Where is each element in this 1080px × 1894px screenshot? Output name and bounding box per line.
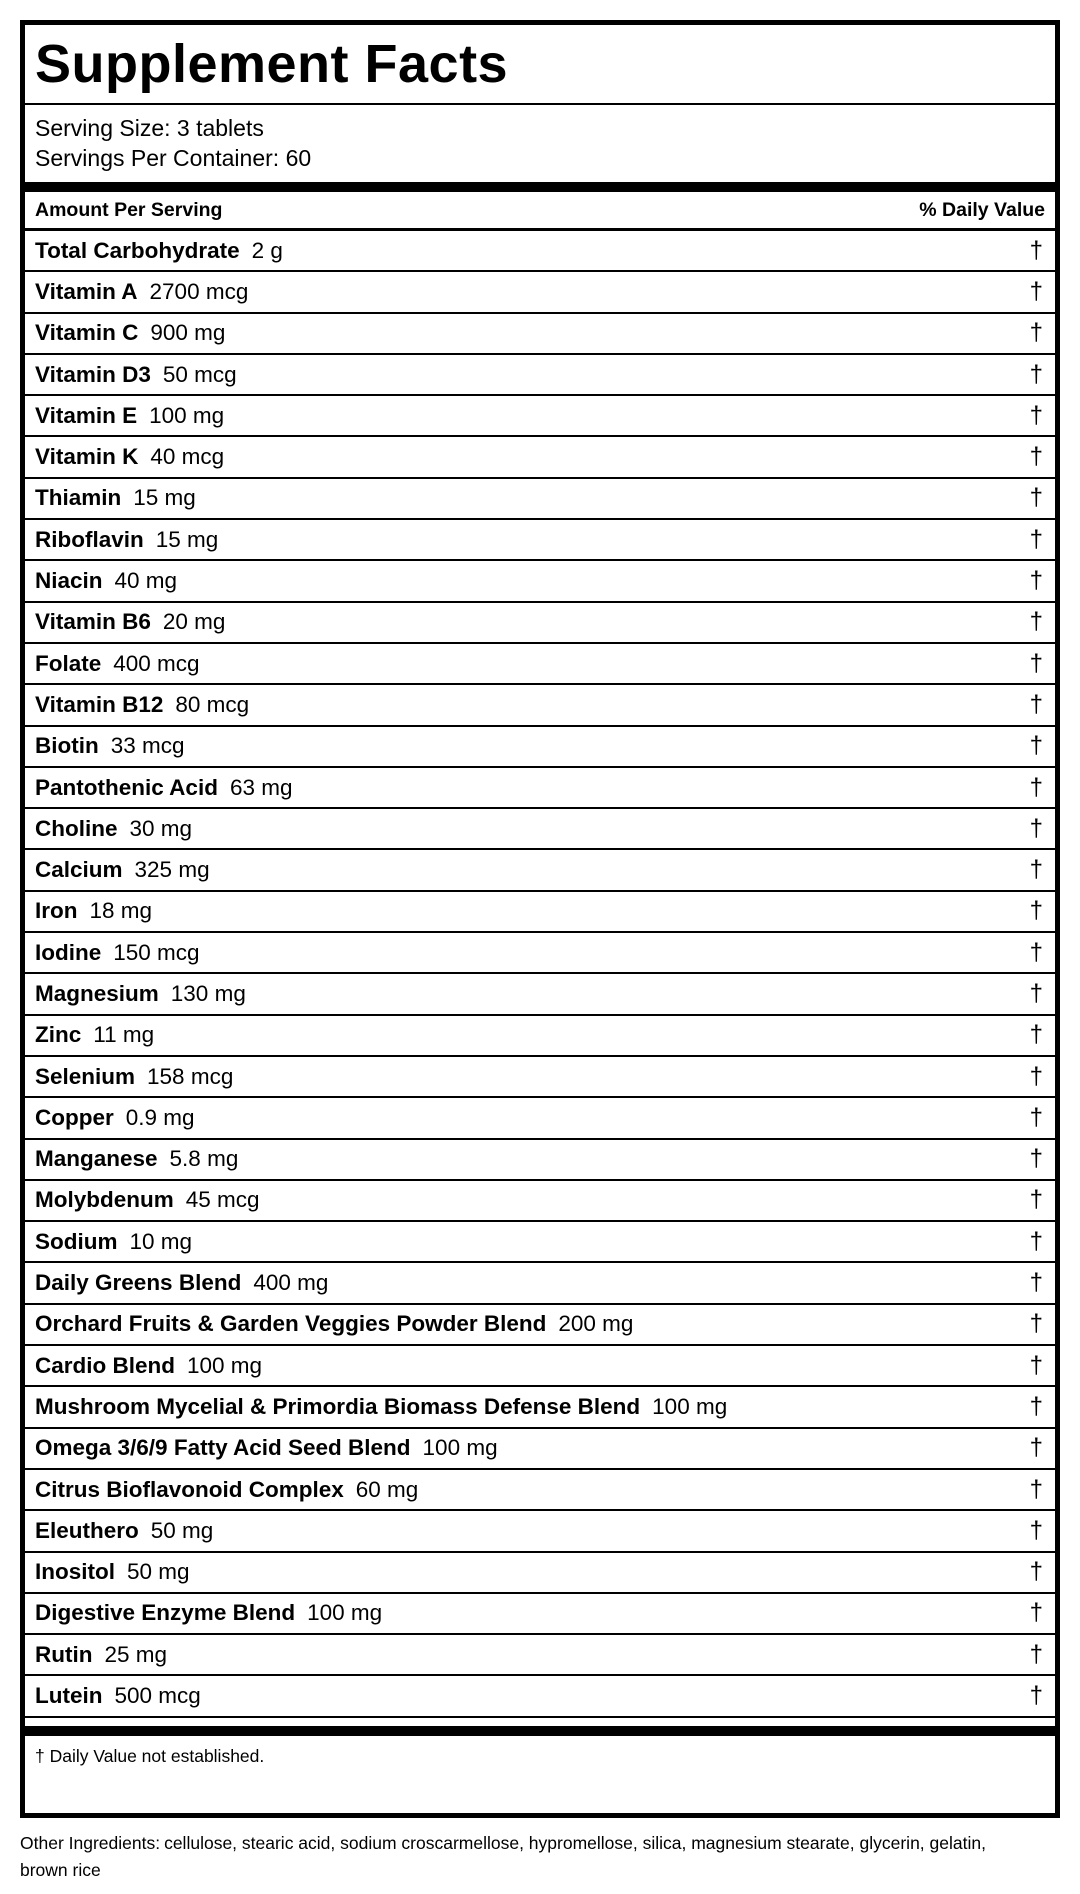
daily-value-dagger: †: [1029, 401, 1043, 429]
nutrient-amount: 400 mcg: [113, 650, 200, 676]
nutrient-info: [35, 1022, 154, 1048]
nutrient-name: Molybdenum: [35, 1187, 174, 1213]
daily-value-dagger: †: [1029, 938, 1043, 966]
nutrient-info: [35, 1394, 727, 1420]
nutrient-info: [35, 1311, 633, 1337]
nutrient-amount: 50 mcg: [162, 361, 237, 387]
nutrient-amount: 25 mg: [104, 1641, 168, 1667]
nutrient-row: [25, 1676, 1055, 1717]
nutrient-info: [35, 238, 283, 264]
nutrient-row: [25, 1635, 1055, 1676]
nutrient-info: [35, 403, 224, 429]
nutrient-list: [25, 231, 1055, 1718]
nutrient-amount: 45 mcg: [185, 1187, 260, 1213]
nutrient-name: Selenium: [35, 1063, 136, 1089]
nutrient-name: Digestive Enzyme Blend: [35, 1600, 296, 1626]
nutrient-info: [35, 816, 192, 842]
daily-value-dagger: †: [1029, 1558, 1043, 1586]
daily-value-dagger: †: [1029, 277, 1043, 305]
nutrient-name: Copper: [35, 1104, 114, 1130]
daily-value-dagger: †: [1029, 525, 1043, 553]
nutrient-amount: 100 mg: [149, 402, 225, 428]
nutrient-row: [25, 850, 1055, 891]
nutrient-amount: 158 mcg: [147, 1063, 234, 1089]
nutrient-info: [35, 444, 224, 470]
nutrient-name: Thiamin: [35, 485, 122, 511]
nutrient-name: Pantothenic Acid: [35, 774, 218, 800]
nutrient-amount: 2 g: [251, 237, 283, 263]
nutrient-name: Vitamin A: [35, 278, 138, 304]
nutrient-row: [25, 644, 1055, 685]
daily-value-dagger: †: [1029, 856, 1043, 884]
nutrient-info: [35, 692, 249, 718]
nutrient-row: [25, 974, 1055, 1015]
nutrient-amount: 30 mg: [129, 815, 193, 841]
nutrient-row: [25, 1016, 1055, 1057]
nutrient-info: [35, 1518, 213, 1544]
nutrient-row: [25, 520, 1055, 561]
nutrient-row: [25, 396, 1055, 437]
nutrient-row: [25, 603, 1055, 644]
nutrient-amount: 200 mg: [558, 1311, 634, 1337]
nutrient-amount: 33 mcg: [110, 733, 185, 759]
daily-value-label: % Daily Value: [919, 198, 1045, 221]
nutrient-amount: 63 mg: [229, 774, 293, 800]
nutrient-info: [35, 1600, 382, 1626]
serving-info: [25, 105, 1055, 182]
nutrient-amount: 50 mg: [150, 1517, 214, 1543]
nutrient-row: [25, 1263, 1055, 1304]
nutrient-name: Vitamin D3: [35, 361, 151, 387]
nutrient-row: [25, 892, 1055, 933]
servings-per-container: Servings Per Container: 60: [35, 145, 312, 171]
footnote: † Daily Value not established.: [35, 1745, 265, 1766]
nutrient-row: [25, 314, 1055, 355]
nutrient-name: Mushroom Mycelial & Primordia Biomass Defense Blend: [35, 1393, 641, 1419]
daily-value-dagger: †: [1029, 1351, 1043, 1379]
nutrient-row: [25, 1511, 1055, 1552]
daily-value-dagger: †: [1029, 649, 1043, 677]
daily-value-dagger: †: [1029, 1186, 1043, 1214]
serving-size: Serving Size: 3 tablets: [35, 115, 264, 141]
nutrient-row: [25, 1098, 1055, 1139]
nutrient-info: [35, 1353, 262, 1379]
nutrient-amount: 130 mg: [170, 980, 246, 1006]
nutrient-row: [25, 768, 1055, 809]
daily-value-dagger: †: [1029, 1392, 1043, 1420]
nutrient-name: Eleuthero: [35, 1517, 139, 1543]
nutrient-name: Lutein: [35, 1683, 103, 1709]
spacer: [25, 1718, 1055, 1726]
nutrient-row: [25, 1305, 1055, 1346]
nutrient-row: [25, 1140, 1055, 1181]
nutrient-row: [25, 685, 1055, 726]
nutrient-row: [25, 479, 1055, 520]
nutrient-info: [35, 1683, 201, 1709]
nutrient-info: [35, 485, 196, 511]
nutrient-info: [35, 568, 177, 594]
daily-value-dagger: †: [1029, 1516, 1043, 1544]
daily-value-dagger: †: [1029, 1021, 1043, 1049]
daily-value-dagger: †: [1029, 360, 1043, 388]
daily-value-dagger: †: [1029, 1145, 1043, 1173]
nutrient-amount: 100 mg: [187, 1352, 263, 1378]
nutrient-amount: 60 mg: [355, 1476, 419, 1502]
supplement-facts-panel: [20, 20, 1060, 1818]
daily-value-dagger: †: [1029, 1682, 1043, 1710]
nutrient-row: [25, 231, 1055, 272]
nutrient-name: Rutin: [35, 1641, 93, 1667]
nutrient-amount: 40 mcg: [150, 444, 225, 470]
nutrient-row: [25, 1387, 1055, 1428]
nutrient-name: Calcium: [35, 857, 123, 883]
nutrient-name: Choline: [35, 815, 118, 841]
panel-title: Supplement Facts: [25, 25, 1055, 105]
nutrient-name: Vitamin E: [35, 402, 138, 428]
nutrient-amount: 100 mg: [652, 1393, 728, 1419]
nutrient-amount: 15 mg: [155, 526, 219, 552]
nutrient-amount: 15 mg: [133, 485, 196, 511]
nutrient-row: [25, 1346, 1055, 1387]
nutrient-name: Vitamin B6: [35, 609, 151, 635]
daily-value-dagger: †: [1029, 1269, 1043, 1297]
daily-value-dagger: †: [1029, 319, 1043, 347]
nutrient-info: [35, 940, 200, 966]
nutrient-amount: 2700 mcg: [149, 278, 249, 304]
daily-value-dagger: †: [1029, 1599, 1043, 1627]
nutrient-row: [25, 1222, 1055, 1263]
nutrient-info: [35, 1187, 260, 1213]
nutrient-amount: 80 mcg: [175, 691, 250, 717]
nutrient-name: Orchard Fruits & Garden Veggies Powder Blend: [35, 1311, 547, 1337]
nutrient-amount: 5.8 mg: [169, 1146, 239, 1172]
other-ingredients-text: cellulose, stearic acid, sodium croscarmellose, hypromellose, silica, magnesium stearate, glycerin, gelatin, brown rice: [20, 1833, 986, 1880]
nutrient-row: [25, 933, 1055, 974]
daily-value-dagger: †: [1029, 484, 1043, 512]
nutrient-info: [35, 1477, 418, 1503]
daily-value-dagger: †: [1029, 608, 1043, 636]
nutrient-name: Folate: [35, 650, 102, 676]
nutrient-info: [35, 1229, 192, 1255]
nutrient-amount: 20 mg: [162, 609, 226, 635]
nutrient-amount: 100 mg: [307, 1600, 383, 1626]
nutrient-row: [25, 1181, 1055, 1222]
nutrient-name: Vitamin B12: [35, 691, 164, 717]
nutrient-info: [35, 320, 225, 346]
nutrient-info: [35, 1642, 167, 1668]
daily-value-dagger: †: [1029, 1475, 1043, 1503]
nutrient-info: [35, 651, 200, 677]
nutrient-info: [35, 1559, 190, 1585]
nutrient-info: [35, 898, 152, 924]
daily-value-dagger: †: [1029, 773, 1043, 801]
nutrient-name: Inositol: [35, 1559, 115, 1585]
nutrient-info: [35, 1105, 195, 1131]
nutrient-amount: 0.9 mg: [125, 1104, 195, 1130]
nutrient-row: [25, 1057, 1055, 1098]
nutrient-name: Riboflavin: [35, 526, 144, 552]
daily-value-dagger: †: [1029, 1062, 1043, 1090]
daily-value-dagger: †: [1029, 814, 1043, 842]
thick-divider-top: [25, 182, 1055, 192]
nutrient-name: Iodine: [35, 939, 102, 965]
nutrient-row: [25, 561, 1055, 602]
other-ingredients: [20, 1830, 1020, 1884]
daily-value-dagger: †: [1029, 732, 1043, 760]
nutrient-info: [35, 981, 246, 1007]
nutrient-amount: 10 mg: [129, 1228, 193, 1254]
nutrient-name: Total Carbohydrate: [35, 237, 240, 263]
thick-divider-bottom: [25, 1726, 1055, 1736]
nutrient-name: Omega 3/6/9 Fatty Acid Seed Blend: [35, 1435, 411, 1461]
nutrient-amount: 18 mg: [89, 898, 153, 924]
nutrient-amount: 150 mcg: [113, 939, 200, 965]
daily-value-dagger: †: [1029, 236, 1043, 264]
nutrient-name: Vitamin C: [35, 320, 139, 346]
nutrient-row: [25, 355, 1055, 396]
nutrient-name: Iron: [35, 898, 78, 924]
nutrient-amount: 325 mg: [134, 857, 210, 883]
daily-value-dagger: †: [1029, 1434, 1043, 1462]
daily-value-dagger: †: [1029, 979, 1043, 1007]
daily-value-dagger: †: [1029, 1227, 1043, 1255]
nutrient-amount: 50 mg: [127, 1559, 190, 1585]
daily-value-dagger: †: [1029, 1310, 1043, 1338]
nutrient-name: Magnesium: [35, 980, 159, 1006]
nutrient-info: [35, 362, 237, 388]
nutrient-row: [25, 437, 1055, 478]
nutrient-info: [35, 609, 225, 635]
daily-value-dagger: †: [1029, 897, 1043, 925]
nutrient-row: [25, 1553, 1055, 1594]
nutrient-info: [35, 1146, 238, 1172]
daily-value-dagger: †: [1029, 443, 1043, 471]
nutrient-name: Daily Greens Blend: [35, 1270, 242, 1296]
daily-value-dagger: †: [1029, 567, 1043, 595]
daily-value-dagger: †: [1029, 690, 1043, 718]
nutrient-name: Sodium: [35, 1228, 118, 1254]
nutrient-row: [25, 1429, 1055, 1470]
nutrient-info: [35, 279, 248, 305]
nutrient-name: Niacin: [35, 568, 103, 594]
nutrient-name: Cardio Blend: [35, 1352, 176, 1378]
nutrient-info: [35, 775, 292, 801]
nutrient-amount: 11 mg: [93, 1022, 155, 1048]
nutrient-row: [25, 809, 1055, 850]
nutrient-row: [25, 727, 1055, 768]
amount-per-serving-label: Amount Per Serving: [35, 198, 223, 221]
nutrient-amount: 400 mg: [253, 1270, 329, 1296]
nutrient-info: [35, 733, 185, 759]
nutrient-name: Biotin: [35, 733, 99, 759]
nutrient-amount: 900 mg: [150, 320, 226, 346]
daily-value-dagger: †: [1029, 1103, 1043, 1131]
nutrient-row: [25, 272, 1055, 313]
nutrient-info: [35, 527, 218, 553]
nutrient-info: [35, 857, 210, 883]
nutrient-row: [25, 1594, 1055, 1635]
nutrient-info: [35, 1435, 498, 1461]
nutrient-row: [25, 1470, 1055, 1511]
nutrient-amount: 500 mcg: [114, 1683, 201, 1709]
nutrient-info: [35, 1270, 328, 1296]
nutrient-amount: 40 mg: [114, 568, 178, 594]
nutrient-info: [35, 1064, 233, 1090]
nutrient-name: Citrus Bioflavonoid Complex: [35, 1476, 344, 1502]
nutrient-name: Manganese: [35, 1146, 158, 1172]
nutrient-amount: 100 mg: [422, 1435, 498, 1461]
other-ingredients-label: Other Ingredients:: [20, 1833, 161, 1853]
daily-value-dagger: †: [1029, 1640, 1043, 1668]
amount-header: [25, 192, 1055, 231]
nutrient-name: Vitamin K: [35, 444, 139, 470]
nutrient-name: Zinc: [35, 1022, 82, 1048]
